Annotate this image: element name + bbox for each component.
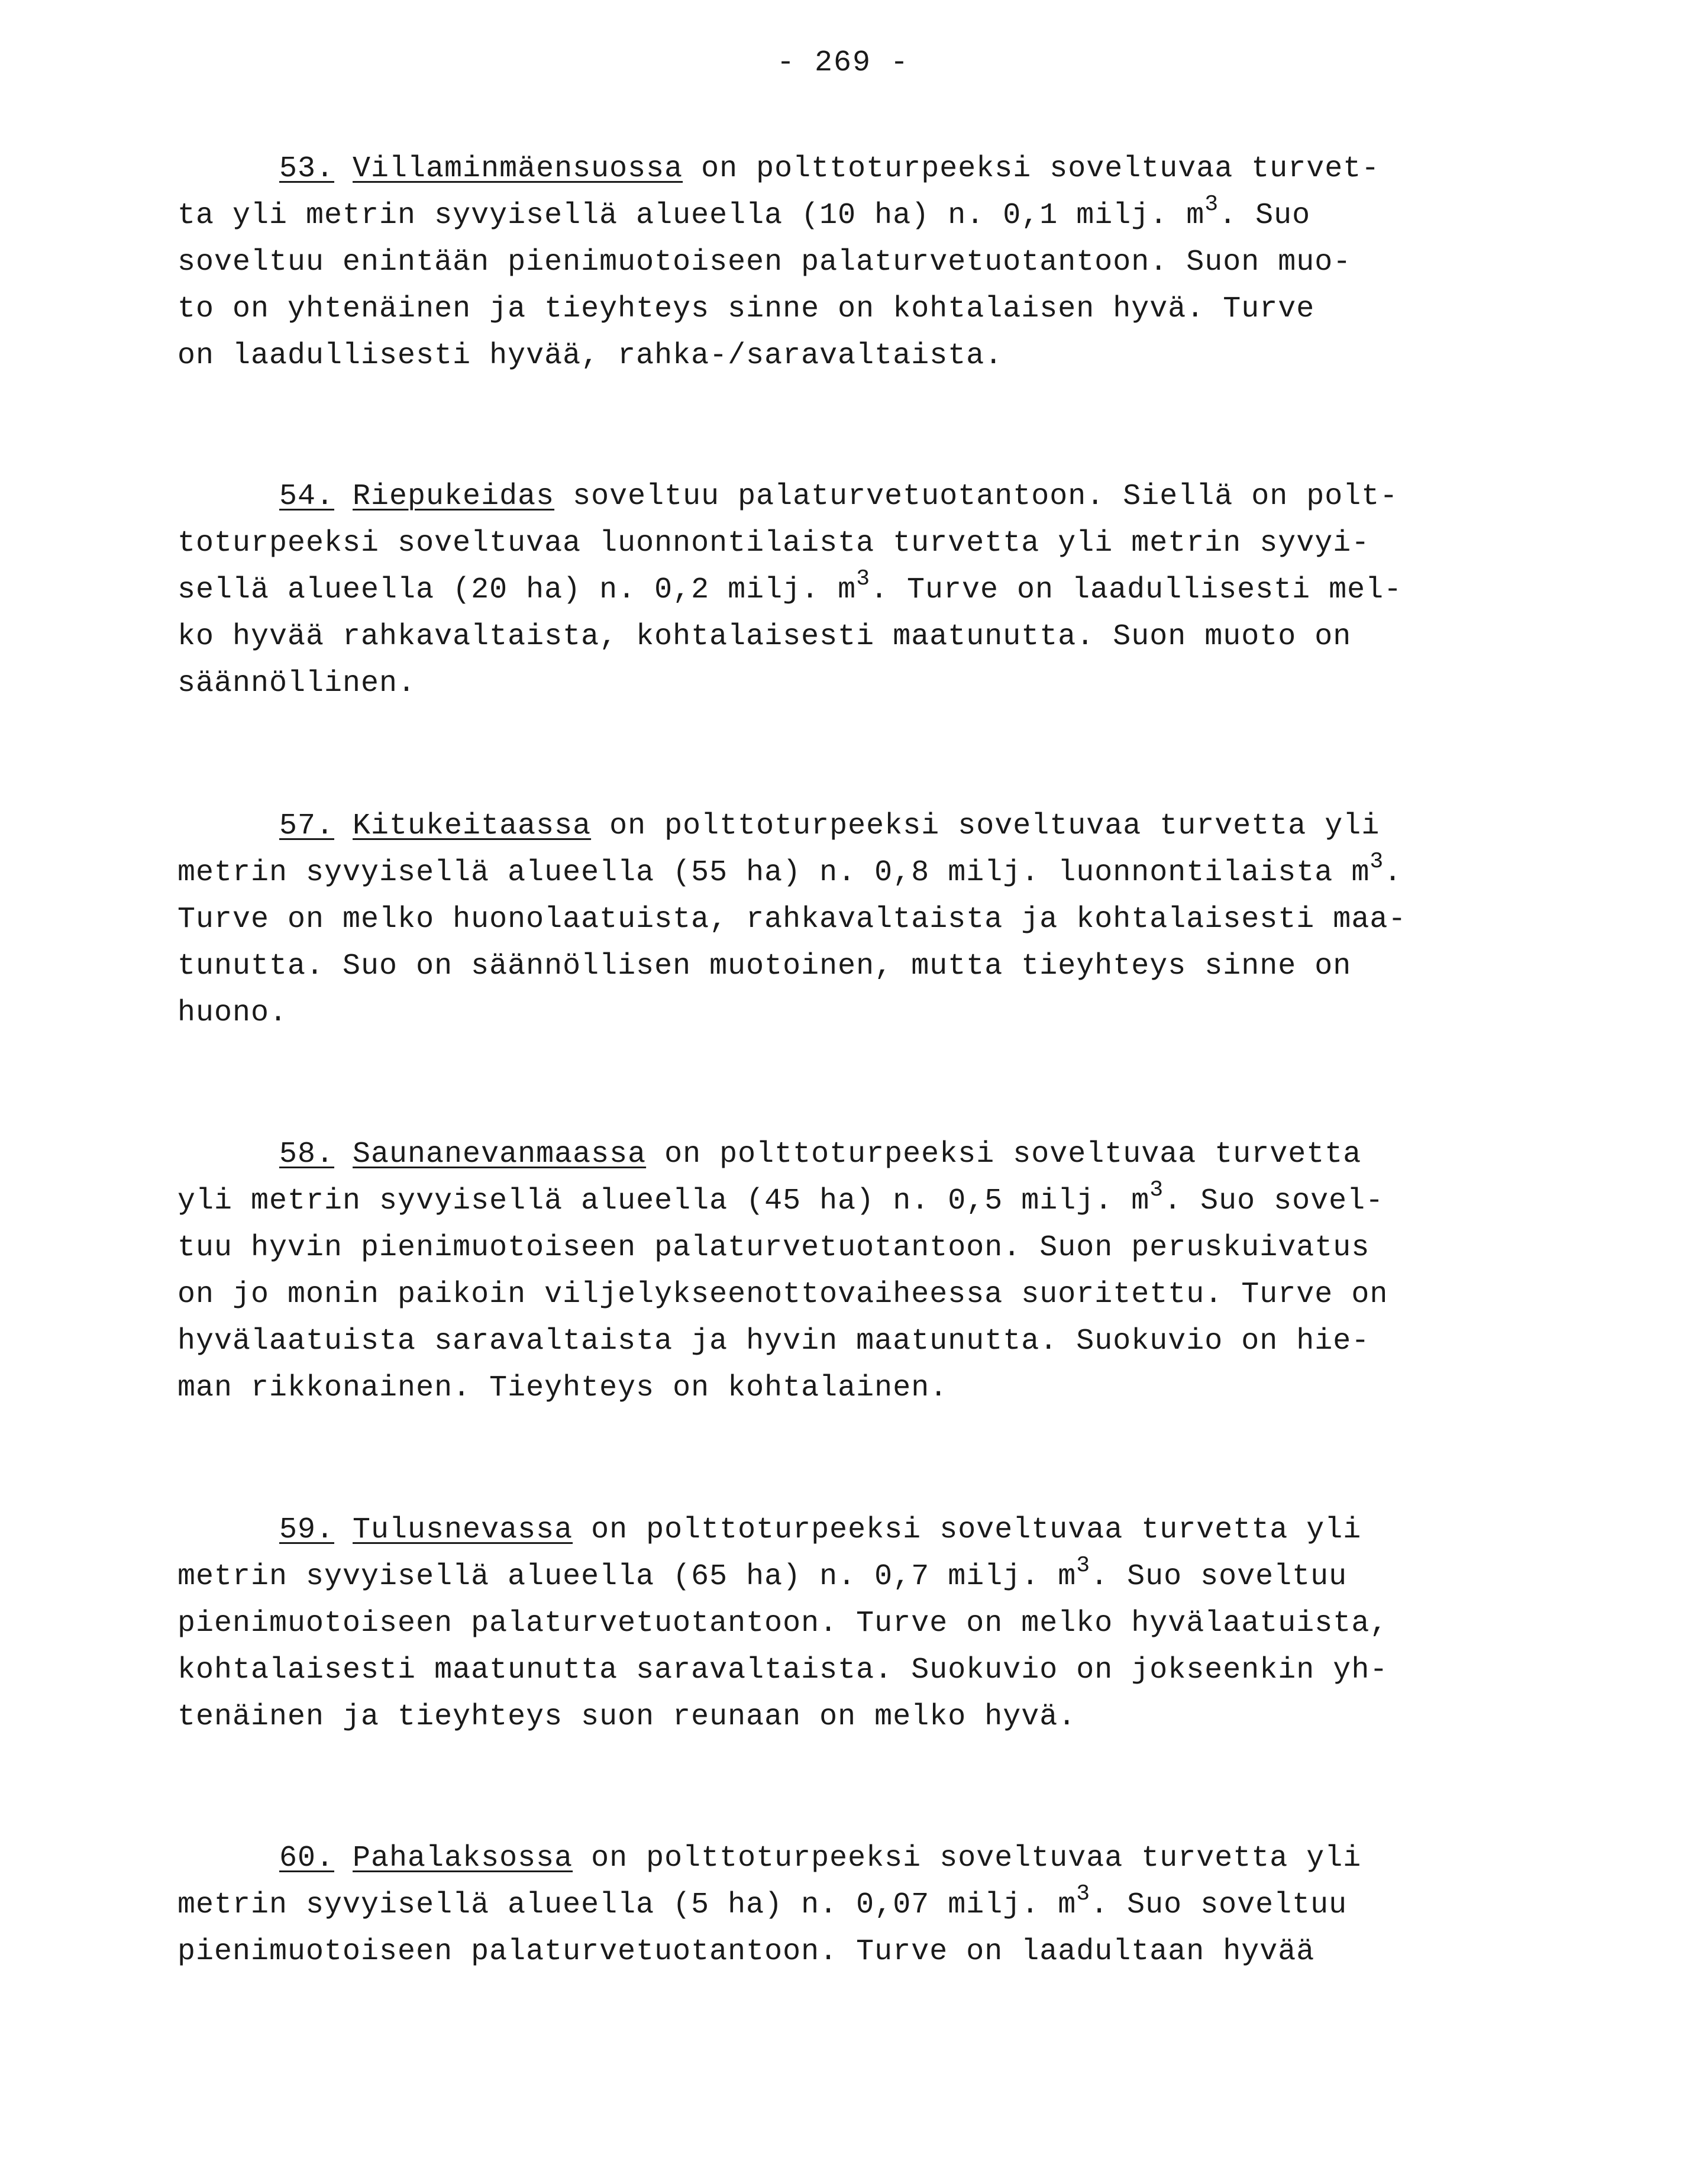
entry-heading-line <box>177 146 1538 192</box>
entry-heading-line <box>177 803 1538 849</box>
bog-name: Saunanevanmaassa <box>353 1138 647 1171</box>
text-fragment: sellä alueella (20 ha) n. 0,2 milj. m <box>177 573 857 607</box>
text-line: hyvälaatuista saravaltaista ja hyvin maatunutta. Suokuvio on hie- <box>177 1324 1370 1358</box>
text-line: pienimuotoiseen palaturvetuotantoon. Turve on melko hyvälaatuista, <box>177 1607 1388 1640</box>
text-line: on polttoturpeeksi soveltuvaa turvetta yli <box>573 1841 1362 1875</box>
text-fragment: metrin syvyisellä alueella (5 ha) n. 0,07 milj. m <box>177 1888 1077 1922</box>
text-fragment: ta yli metrin syvyisellä alueella (10 ha) n. 0,1 milj. m <box>177 199 1205 232</box>
text-fragment: metrin syvyisellä alueella (65 ha) n. 0,7 milj. m <box>177 1560 1077 1594</box>
entry-54 <box>177 473 1538 707</box>
superscript: 3 <box>856 566 870 592</box>
bog-name: Riepukeidas <box>353 480 555 513</box>
superscript: 3 <box>1076 1881 1091 1907</box>
entry-number: 60. <box>279 1841 335 1875</box>
text-line-with-volume <box>177 1178 1538 1225</box>
superscript: 3 <box>1370 849 1384 875</box>
text-line: huono. <box>177 996 288 1030</box>
entry-heading-line <box>177 1131 1538 1178</box>
text-line: on jo monin paikoin viljelykseenottovaiheessa suoritettu. Turve on <box>177 1278 1388 1311</box>
entry-60 <box>177 1835 1538 1975</box>
text-line: man rikkonainen. Tieyhteys on kohtalainen. <box>177 1371 948 1405</box>
entry-number: 58. <box>279 1138 335 1171</box>
text-line-with-volume <box>177 1553 1538 1600</box>
text-line: tenäinen ja tieyhteys suon reunaan on melko hyvä. <box>177 1700 1077 1734</box>
text-line: on polttoturpeeksi soveltuvaa turvetta <box>646 1138 1362 1171</box>
text-line: pienimuotoiseen palaturvetuotantoon. Turve on laadultaan hyvää <box>177 1935 1315 1969</box>
entry-58 <box>177 1131 1538 1411</box>
superscript: 3 <box>1076 1553 1091 1579</box>
entry-heading-line <box>177 473 1538 520</box>
bog-name: Kitukeitaassa <box>353 809 592 843</box>
superscript: 3 <box>1149 1177 1164 1203</box>
entry-number: 53. <box>279 152 335 186</box>
text-line: Turve on melko huonolaatuista, rahkavaltaista ja kohtalaisesti maa- <box>177 903 1407 936</box>
text-fragment: . Suo <box>1219 199 1311 232</box>
text-line: säännöllinen. <box>177 667 416 700</box>
text-fragment: . Suo sovel- <box>1164 1184 1384 1218</box>
text-line: to on yhtenäinen ja tieyhteys sinne on kohtalaisen hyvä. Turve <box>177 292 1315 326</box>
text-line: ko hyvää rahkavaltaista, kohtalaisesti maatunutta. Suon muoto on <box>177 620 1352 654</box>
bog-name: Pahalaksossa <box>353 1841 573 1875</box>
text-line: kohtalaisesti maatunutta saravaltaista. Suokuvio on jokseenkin yh- <box>177 1653 1388 1687</box>
text-line: tunutta. Suo on säännöllisen muotoinen, mutta tieyhteys sinne on <box>177 949 1352 983</box>
superscript: 3 <box>1204 192 1219 218</box>
text-line: soveltuu enintään pienimuotoiseen palaturvetuotantoon. Suon muo- <box>177 245 1352 279</box>
bog-name: Villaminmäensuossa <box>353 152 683 186</box>
text-line: on polttoturpeeksi soveltuvaa turvetta yli <box>591 809 1380 843</box>
text-fragment: . Suo soveltuu <box>1090 1888 1348 1922</box>
text-line-with-volume <box>177 1882 1538 1928</box>
text-line-with-volume <box>177 192 1538 239</box>
text-line: soveltuu palaturvetuotantoon. Siellä on polt- <box>554 480 1398 513</box>
entry-53 <box>177 146 1538 379</box>
text-fragment: . Suo soveltuu <box>1090 1560 1348 1594</box>
text-fragment: . Turve on laadullisesti mel- <box>870 573 1403 607</box>
text-line: on polttoturpeeksi soveltuvaa turvetta yli <box>573 1513 1362 1547</box>
text-line: toturpeeksi soveltuvaa luonnontilaista turvetta yli metrin syvyi- <box>177 526 1370 560</box>
text-line-with-volume <box>177 567 1538 613</box>
text-fragment: . <box>1384 856 1403 890</box>
text-line: on laadullisesti hyvää, rahka-/saravaltaista. <box>177 339 1003 373</box>
entry-59 <box>177 1507 1538 1740</box>
entry-number: 54. <box>279 480 335 513</box>
text-line-with-volume <box>177 849 1538 896</box>
bog-name: Tulusnevassa <box>353 1513 573 1547</box>
text-line: on polttoturpeeksi soveltuvaa turvet- <box>683 152 1380 186</box>
entry-57 <box>177 803 1538 1036</box>
text-line: tuu hyvin pienimuotoiseen palaturvetuotantoon. Suon peruskuivatus <box>177 1231 1370 1265</box>
text-fragment: metrin syvyisellä alueella (55 ha) n. 0,8 milj. luonnontilaista m <box>177 856 1370 890</box>
entry-heading-line <box>177 1835 1538 1882</box>
text-fragment: yli metrin syvyisellä alueella (45 ha) n. 0,5 milj. m <box>177 1184 1150 1218</box>
page-number: - 269 - <box>776 46 910 80</box>
entry-number: 57. <box>279 809 335 843</box>
entry-number: 59. <box>279 1513 335 1547</box>
entry-heading-line <box>177 1507 1538 1553</box>
